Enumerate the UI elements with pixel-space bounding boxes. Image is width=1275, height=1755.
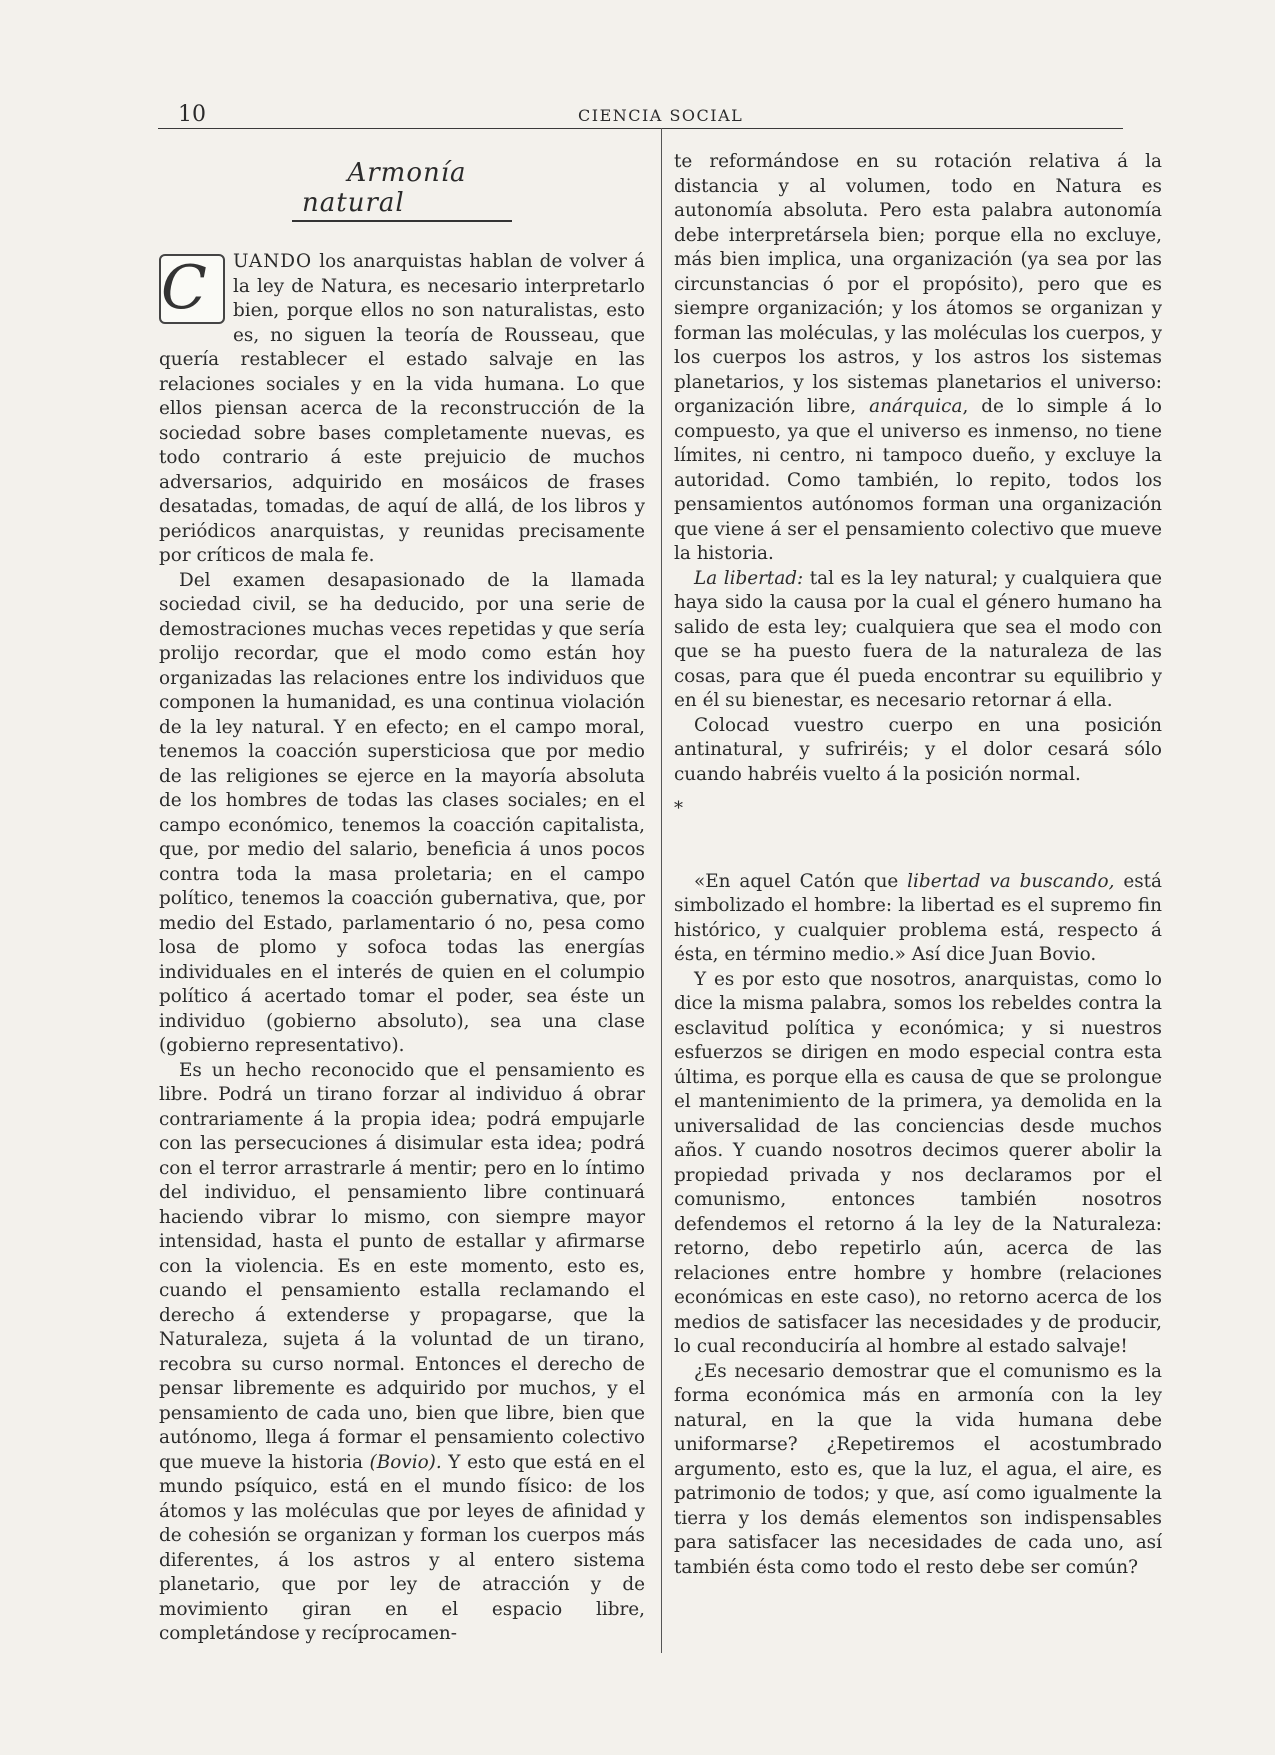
quote-rest: está simbolizado el hombre: la libertad es el supremo fin histórico, y cualquier problema está, respecto á ésta, en término medio.» Así dice Juan Bovio. — [674, 870, 1162, 965]
citation-bovio: (Bovio). — [369, 1451, 442, 1473]
left-column — [159, 150, 645, 1647]
quote-open: «En aquel Catón que — [694, 870, 908, 892]
paragraph-quote — [674, 870, 1162, 968]
running-title: CIENCIA SOCIAL — [578, 106, 744, 125]
paragraph-1 — [159, 250, 645, 569]
emphasis-la-libertad: La libertad: — [694, 567, 804, 589]
paragraph-anarquistas: Y es por esto que nosotros, anarquistas, como lo dice la misma palabra, somos los rebeldes contra la esclavitud política y económica; y si nuestros esfuerzos se dirigen en modo especial contra esta última, es porque ella es causa de que se prolongue el mantenimiento de la primera, ya demolida en la universalidad de las conciencias desde muchos años. Y cuando nosotros decimos querer abolir la propiedad privada y nos declaramos por el comunismo, entonces también nosotros defendemos el retorno á la ley de la Naturaleza: retorno, debo repetirlo aún, acerca de las relaciones entre hombre y hombre (relaciones económicas en este caso), no retorno acerca de los medios de satisfacer las necesidades y de producir, lo cual reconduciría al hombre al estado salvaje! — [674, 968, 1162, 1357]
paragraph-libertad-text: tal es la ley natural; y cualquiera que haya sido la causa por la cual el género humano ha salido de esta ley; cualquiera que sea el modo con que se ha puesto fuera de la naturaleza de las cosas, para que él pueda encontrar su equilibrio y en él su bienestar, es necesario retornar á ella. — [674, 567, 1162, 711]
paragraph-continued-end: , de lo simple á lo compuesto, ya que el universo es inmenso, no tiene límites, ni centro, ni tampoco dueño, y excluye la autoridad. Como también, lo repito, todos los pensamientos autónomos forman una organización que viene á ser el pensamiento colectivo que mueve la historia. — [674, 396, 1163, 564]
paragraph-libertad — [674, 567, 1162, 714]
lead-word: UANDO — [233, 251, 313, 272]
paragraph-3 — [159, 1059, 645, 1647]
paragraph-3-text: Es un hecho reconocido que el pensamiento es libre. Podrá un tirano forzar al individuo á obrar contrariamente á la propia idea; podrá empujarle con las persecuciones á disimular esta idea; podrá con el terror arrastrarle á mentir; pero en lo íntimo del individuo, el pensamiento libre continuará haciendo vibrar lo mismo, con siempre mayor intensidad, hasta el punto de estallar y afirmarse con la violencia. Es en este momento, esto es, cuando el pensamiento estalla reclamando el derecho á extenderse y propagarse, que la Naturaleza, sujeta á la voluntad de un tirano, recobra su curso normal. Entonces el derecho de pensar libremente es adquirido por muchos, y el pensamiento de cada uno, bien que libre, bien que autónomo, llega á formar el pensamiento colectivo que mueve la historia — [159, 1059, 645, 1473]
page-number: 10 — [178, 102, 206, 127]
paragraph-1-text: los anarquistas hablan de volver á la ley de Natura, es necesario interpretarlo bien, porque ellos no son naturalistas, esto es, no siguen la teoría de Rousseau, que quería restablecer el estado salvaje en las relaciones sociales y en la vida humana. Lo que ellos piensan acerca de la reconstrucción de la sociedad sobre bases completamente nuevas, es todo contrario á este prejuicio de muchos adversarios, adquirido en mosáicos de frases desatadas, tomadas, de aquí de allá, de los libros y periódicos anarquistas, y reunidas precisamente por críticos de mala fe. — [159, 251, 645, 566]
column-divider — [661, 128, 662, 1653]
page-header — [158, 102, 1123, 129]
paragraph-continued-text: te reformándose en su rotación relativa á la distancia y al volumen, todo en Natura es autonomía absoluta. Pero esta palabra autonomía debe interpretársela bien; porque ella no excluye, más bien implica, una organización (ya sea por las circunstancias ó por el propósito), pero que es siempre organización; y los átomos se organizan y forman las moléculas, y las moléculas los cuerpos, y los cuerpos los astros, y los astros los sistemas planetarios, y los sistemas planetarios el universo: organización libre, — [674, 151, 1162, 417]
paragraph-colocad: Colocad vuestro cuerpo en una posición antinatural, y sufriréis; y el dolor cesará sólo cuando habréis vuelto á la posición normal. — [674, 714, 1162, 785]
dropcap-letter: C — [159, 254, 225, 324]
article-title: Armonía natural — [292, 158, 512, 222]
paragraph-comunismo: ¿Es necesario demostrar que el comunismo es la forma económica más en armonía con la ley natural, en la que la vida humana debe uniformarse? ¿Repetiremos el acostumbrado argumento, esto es, que la luz, el agua, el aire, es patrimonio de todos; y que, así como igualmente la tierra y los demás elementos son indispensables para satisfacer las necesidades de cada uno, así también ésta como todo el resto debe ser común? — [674, 1360, 1162, 1578]
emphasis-quote: libertad va buscando, — [907, 870, 1115, 892]
paragraph-2: Del examen desapasionado de la llamada sociedad civil, se ha deducido, por una serie de demostraciones muchas veces repetidas y que sería prolijo recordar, que el modo como están hoy organizadas las relaciones entre los individuos que componen la humanidad, es una continua violación de la ley natural. Y en efecto; en el campo moral, tenemos la coacción supersticiosa que por medio de las religiones se ejerce en la mayoría absoluta de los hombres de todas las clases sociales; en el campo económico, tenemos la coacción capitalista, que, por medio del salario, beneficia á unos pocos contra toda la masa proletaria; en el campo político, tenemos la coacción gubernativa, que, por medio del Estado, parlamentario ó no, pesa como losa de plomo y sofoca todas las energías individuales en el interés de quien en el columpio político á acertado tomar el poder, sea éste un individuo (gobierno absoluto), sea una clase (gobierno representativo). — [159, 569, 645, 1056]
section-ornament: * — [674, 798, 683, 819]
paragraph-continued — [674, 150, 1162, 567]
right-column — [674, 150, 1162, 1580]
paragraph-3-text-end: Y esto que está en el mundo psíquico, está en el mundo físico: de los átomos y las moléculas que por leyes de afinidad y de cohesión se organizan y forman los cuerpos más diferentes, á los astros y al entero sistema planetario, que por ley de atracción y de movimiento giran en el espacio libre, completándose y recíprocamen- — [159, 1451, 646, 1644]
emphasis-anarquica: anárquica — [869, 396, 963, 417]
